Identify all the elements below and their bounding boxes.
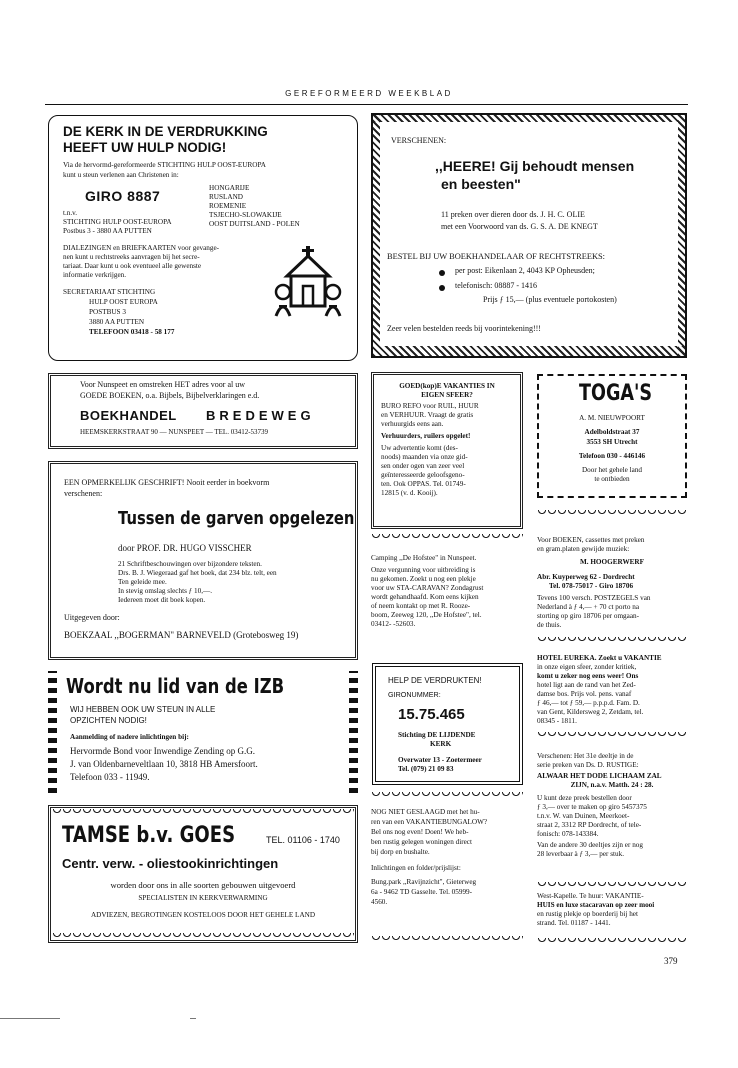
boeken-line: Voor BOEKEN, cassettes met preken <box>537 536 645 544</box>
bullet-icon <box>439 270 445 276</box>
kerk-country: TSJECHO-SLOWAKIJE <box>209 211 282 219</box>
wavy-divider <box>537 938 687 944</box>
bredeweg-address: HEEMSKERKSTRAAT 90 — NUNSPEET — TEL. 03412-53739 <box>80 428 269 436</box>
ad-camping-hofstee <box>371 546 523 646</box>
eureka-line: 08345 - 1811. <box>537 717 577 725</box>
kerk-org-1: STICHTING HULP OOST-EUROPA <box>63 218 172 226</box>
garven-detail: Iedereen moet dit boek kopen. <box>118 596 206 604</box>
rustige-more: fonisch: 078-143384. <box>537 830 599 838</box>
eureka-line: damse bos. Prijs vol. pens. vanaf <box>537 690 632 698</box>
tamse-line-3: ADVIEZEN, BEGROTINGEN KOSTELOOS DOOR HET GEHELE LAND <box>90 911 316 919</box>
header-rule <box>45 104 688 105</box>
kerk-headline-1: DE KERK IN DE VERDRUKKING <box>63 124 268 139</box>
izb-org: Hervormde Bond voor Inwendige Zending op G.G. <box>70 746 255 756</box>
heere-desc-1: 11 preken over dieren door ds. J. H. C. OLIE <box>441 210 585 219</box>
boeken-more: Tevens 100 versch. POSTZEGELS van <box>537 594 651 602</box>
heere-desc-2: met een Voorwoord van ds. G. S. A. DE KNEGT <box>441 222 598 231</box>
togas-street: Adelboldstraat 37 <box>584 428 640 436</box>
bredeweg-line-2: GOEDE BOEKEN, o.a. Bijbels, Bijbelverklaringen e.d. <box>80 391 260 400</box>
kerk-tnv: t.n.v. <box>63 209 78 217</box>
heere-post: per post: Eikenlaan 2, 4043 KP Opheusden; <box>455 266 595 275</box>
page-header: GEREFORMEERD WEEKBLAD <box>285 89 453 98</box>
rustige-more: ƒ 3,— over te maken op giro 5457375 <box>537 803 647 811</box>
vak-line: Uw advertentie komt (des- <box>381 444 458 452</box>
heere-order: BESTEL BIJ UW BOEKHANDELAAR OF RECHTSTREEKS: <box>387 252 605 261</box>
kerk-intro-2: kunt u steun verlenen aan Christenen in: <box>63 171 179 179</box>
ad-hotel-eureka <box>537 648 687 744</box>
wavy-divider <box>371 936 523 942</box>
vak-line: en VERHUUR. Vraagt de gratis <box>381 411 474 419</box>
garven-intro-1: EEN OPMERKELIJK GESCHRIFT! Nooit eerder in boekvorm <box>64 478 270 487</box>
hatched-border <box>678 115 685 356</box>
eureka-line: van Gent, Kildersweg 2, Zetdam, tel. <box>537 708 644 716</box>
ad-west-kapelle <box>537 890 687 940</box>
izb-title: Wordt nu lid van de IZB <box>66 674 285 698</box>
wavy-divider <box>537 510 687 516</box>
garven-title: Tussen de garven opgelezen <box>118 508 355 529</box>
boeken-tel: Tel. 078-75017 - Giro 18706 <box>549 582 634 590</box>
ad-izb <box>48 671 358 793</box>
camping-line: nu gekomen. Zoekt u nog een plekje <box>371 575 476 583</box>
wavy-border <box>52 809 354 815</box>
camping-line: wordt gehandhaafd. Kom eens kijken <box>371 593 479 601</box>
geslaagd-line: Bung.park ,,Ravijnzicht", Gieterweg <box>371 878 477 886</box>
ad-boeken-hoogerwerf <box>537 522 687 642</box>
ad-verschenen-heere <box>371 113 687 358</box>
boeken-name: M. HOOGERWERF <box>579 558 645 566</box>
kerk-sec-line: SECRETARIAAT STICHTING <box>63 288 156 296</box>
verdrukten-address-1: Overwater 13 - Zoetermeer <box>398 756 482 764</box>
camping-line: Camping ,,De Hofstee" in Nunspeet. <box>371 554 477 562</box>
geslaagd-line: NOG NIET GESLAAGD met het hu- <box>371 808 480 816</box>
bullet-icon <box>439 285 445 291</box>
eureka-line: komt u zeker nog eens weer! Ons <box>537 672 639 680</box>
tamse-tel: TEL. 01106 - 1740 <box>266 835 340 845</box>
vak-line: ten. Ook OPPAS. Tel. 01749- <box>381 480 466 488</box>
izb-line-1: WIJ HEBBEN OOK UW STEUN IN ALLE <box>70 705 216 714</box>
scan-mark <box>0 1018 60 1019</box>
eureka-line: hotel ligt aan de rand van het Zed- <box>537 681 636 689</box>
ad-tamse-goes <box>48 805 358 943</box>
eureka-line: in onze eigen sfeer, zonder kritiek, <box>537 663 637 671</box>
rustige-line: serie preken van Ds. D. RUSTIGE: <box>537 761 639 769</box>
wavy-divider <box>537 882 687 888</box>
ad-kerk-verdrukking <box>48 115 358 361</box>
rustige-more: 28 leverbaar à ƒ 3,— per stuk. <box>537 850 625 858</box>
geslaagd-line: ben rustig gelegen woningen direct <box>371 838 472 846</box>
kapelle-line: HUIS en luxe stacaravan op zeer mooi <box>537 901 655 909</box>
kerk-country: RUSLAND <box>209 193 243 201</box>
kapelle-line: West-Kapelle. Te huur: VAKANTIE- <box>537 892 644 900</box>
garven-author: door PROF. DR. HUGO VISSCHER <box>118 543 252 553</box>
rustige-more: U kunt deze preek bestellen door <box>537 794 632 802</box>
garven-publisher-label: Uitgegeven door: <box>64 613 120 622</box>
camping-line: boom, Zeeweg 120, ,,De Hofstee", tel. <box>371 611 482 619</box>
heere-note: Zeer velen bestelden reeds bij voorintekening!!! <box>387 324 541 333</box>
ad-preken-rustige <box>537 744 687 874</box>
rustige-title-2: ZIJN, n.a.v. Matth. 24 : 28. <box>570 781 654 789</box>
ad-goede-vakanties <box>371 372 523 529</box>
heere-label: VERSCHENEN: <box>391 136 447 145</box>
vak-line: BURO REFO voor RUIL, HUUR <box>381 402 479 410</box>
kerk-lecture-line: DIALEZINGEN en BRIEFKAARTEN voor gevange- <box>63 244 220 252</box>
geslaagd-line: bij dorp en bushalte. <box>371 848 430 856</box>
hatched-border <box>373 115 380 356</box>
rustige-title-1: ALWAAR HET DODE LICHAAM ZAL <box>537 772 662 780</box>
bredeweg-name-2: BREDEWEG <box>206 408 315 423</box>
heere-phone: telefonisch: 08887 - 1416 <box>455 281 537 290</box>
eureka-line: HOTEL EUREKA. Zoekt u VAKANTIE <box>537 654 662 662</box>
kerk-intro-1: Via de hervormd-gereformeerde STICHTING HULP OOST-EUROPA <box>63 161 266 169</box>
tamse-name: TAMSE b.v. GOES <box>62 823 236 848</box>
page-number: 379 <box>664 956 678 966</box>
vak-line: geïnteresseerde geloofsgeno- <box>381 471 465 479</box>
tamse-sub: Centr. verw. - oliestookinrichtingen <box>62 856 279 871</box>
kerk-sec-line: 3880 AA PUTTEN <box>89 318 145 326</box>
scan-mark <box>190 1018 196 1019</box>
kerk-country: ROEMENIE <box>209 202 247 210</box>
garven-detail: Ten geleide mee. <box>118 578 167 586</box>
geslaagd-line: 4560. <box>371 898 388 906</box>
garven-detail: Drs. B. J. Wiegeraad gaf het boek, dat 234 blz. telt, een <box>118 569 277 577</box>
togas-owner: A. M. NIEUWPOORT <box>579 414 645 422</box>
kerk-headline-2: HEEFT UW HULP NODIG! <box>63 140 227 155</box>
boeken-more: Nederland à ƒ 4,— + 70 ct porto na <box>537 603 640 611</box>
kerk-lecture-line: informatie verkrijgen. <box>63 271 127 279</box>
ad-boekhandel-bredeweg <box>48 373 358 449</box>
kerk-country: HONGARIJE <box>209 184 250 192</box>
ad-togas <box>537 374 687 498</box>
kerk-lecture-line: tariaat. Daar kunt u ook eventueel alle gewenste <box>63 262 202 270</box>
vak-line: verhuurgids eens aan. <box>381 420 444 428</box>
ad-nog-niet-geslaagd <box>371 800 523 950</box>
izb-phone: Telefoon 033 - 11949. <box>70 772 150 782</box>
togas-note-2: te ontbieden <box>594 475 630 483</box>
church-prisoners-icon <box>273 246 343 318</box>
vak-line: Verhuurders, ruilers opgelet! <box>381 432 471 440</box>
rustige-more: Van de andere 30 deeltjes zijn er nog <box>537 841 643 849</box>
verdrukten-label: HELP DE VERDRUKTEN! <box>388 676 482 685</box>
tamse-line-2: SPECIALISTEN IN KERKVERWARMING <box>138 894 268 902</box>
ad-tussen-de-garven <box>48 461 358 660</box>
togas-name: TOGA'S <box>579 381 653 406</box>
rustige-more: straat 2, 3312 RP Dordrecht, of tele- <box>537 821 642 829</box>
togas-note-1: Door het gehele land <box>581 466 643 474</box>
tamse-line-1: worden door ons in alle soorten gebouwen uitgevoerd <box>110 880 296 890</box>
togas-phone: Telefoon 030 - 446146 <box>578 452 646 460</box>
izb-info: Aanmelding of nadere inlichtingen bij: <box>70 733 189 741</box>
boeken-address: Abr. Kuyperweg 62 - Dordrecht <box>537 573 635 581</box>
kapelle-line: en rustig plekje op boerderij bij het <box>537 910 638 918</box>
wavy-divider <box>537 732 687 738</box>
wavy-divider <box>371 792 523 798</box>
heere-title-1: ,,HEERE! Gij behoudt mensen <box>435 158 635 174</box>
ad-help-de-verdrukten <box>372 663 523 785</box>
vak-line: sen onder ogen van zeer veel <box>381 462 465 470</box>
camping-line: Onze vergunning voor uitbreiding is <box>371 566 476 574</box>
kapelle-line: strand. Tel. 01187 - 1441. <box>537 919 611 927</box>
verdrukten-giro-label: GIRONUMMER: <box>388 690 441 699</box>
hatched-border <box>373 346 685 356</box>
kerk-org-2: Postbus 3 - 3880 AA PUTTEN <box>63 227 152 235</box>
boeken-more: storting op giro 18706 per omgaan- <box>537 612 640 620</box>
kerk-sec-line: POSTBUS 3 <box>89 308 126 316</box>
bredeweg-name-1: BOEKHANDEL <box>80 408 177 423</box>
garven-detail: 21 Schriftbeschouwingen over bijzondere teksten. <box>118 560 262 568</box>
vak-line: GOED(kop)E VAKANTIES IN <box>399 382 495 390</box>
bredeweg-line-1: Voor Nunspeet en omstreken HET adres voor al uw <box>80 380 245 389</box>
kerk-giro: GIRO 8887 <box>85 188 161 204</box>
izb-address: J. van Oldenbarneveltlaan 10, 3818 HB Amersfoort. <box>70 759 258 769</box>
camping-line: voor uw STA-CARAVAN? Zondagrust <box>371 584 484 592</box>
eureka-line: ƒ 46,— tot ƒ 59,— p.p.p.d. Fam. D. <box>537 699 640 707</box>
geslaagd-line: ren van een VAKANTIEBUNGALOW? <box>371 818 488 826</box>
boeken-line: en gram.platen gewijde muziek: <box>537 545 630 553</box>
boeken-more: de thuis. <box>537 621 562 629</box>
camping-line: of neem kontakt op met R. Rooze- <box>371 602 471 610</box>
verdrukten-org-1: Stichting DE LIJDENDE <box>398 731 476 739</box>
geslaagd-line: Inlichtingen en folder/prijslijst: <box>371 864 461 872</box>
kerk-country: OOST DUITSLAND - POLEN <box>209 220 300 228</box>
wavy-divider <box>537 637 687 643</box>
wavy-divider <box>371 534 523 540</box>
garven-intro-2: verschenen: <box>64 489 103 498</box>
checkered-border <box>48 671 57 793</box>
geslaagd-line: Bel ons nog even! Doen! We heb- <box>371 828 469 836</box>
garven-detail: In stevig omslag slechts ƒ 10,—. <box>118 587 213 595</box>
heere-price: Prijs ƒ 15,— (plus eventuele portokosten) <box>483 295 617 304</box>
vak-line: noods) maanden via onze gid- <box>381 453 468 461</box>
heere-title-2: en beesten" <box>441 176 521 192</box>
geslaagd-line: 6a - 9462 TD Gasselte. Tel. 05999- <box>371 888 473 896</box>
garven-publisher: BOEKZAAL ,,BOGERMAN" BARNEVELD (Grotebosweg 19) <box>64 630 299 640</box>
rustige-more: t.n.v. W. van Duinen, Meerkoet- <box>537 812 630 820</box>
izb-line-2: OPZICHTEN NODIG! <box>70 716 147 725</box>
kerk-sec-line: HULP OOST EUROPA <box>89 298 158 306</box>
rustige-line: Verschenen: Het 31e deeltje in de <box>537 752 634 760</box>
hatched-border <box>373 115 685 122</box>
vak-line: 12815 (v. d. Kooij). <box>381 489 438 497</box>
camping-line: 03412- -52603. <box>371 620 416 628</box>
kerk-lecture-line: nen kunt u rechtstreeks aanvragen bij het secre- <box>63 253 200 261</box>
verdrukten-org-2: KERK <box>430 740 452 748</box>
togas-city: 3553 SH Utrecht <box>586 438 638 446</box>
verdrukten-number: 15.75.465 <box>398 706 465 723</box>
checkered-border <box>349 671 358 793</box>
wavy-border <box>52 933 354 939</box>
vak-line: EIGEN SFEER? <box>421 391 473 399</box>
kerk-sec-line: TELEFOON 03418 - 58 177 <box>89 328 175 336</box>
verdrukten-address-2: Tel. (079) 21 09 83 <box>398 765 454 773</box>
